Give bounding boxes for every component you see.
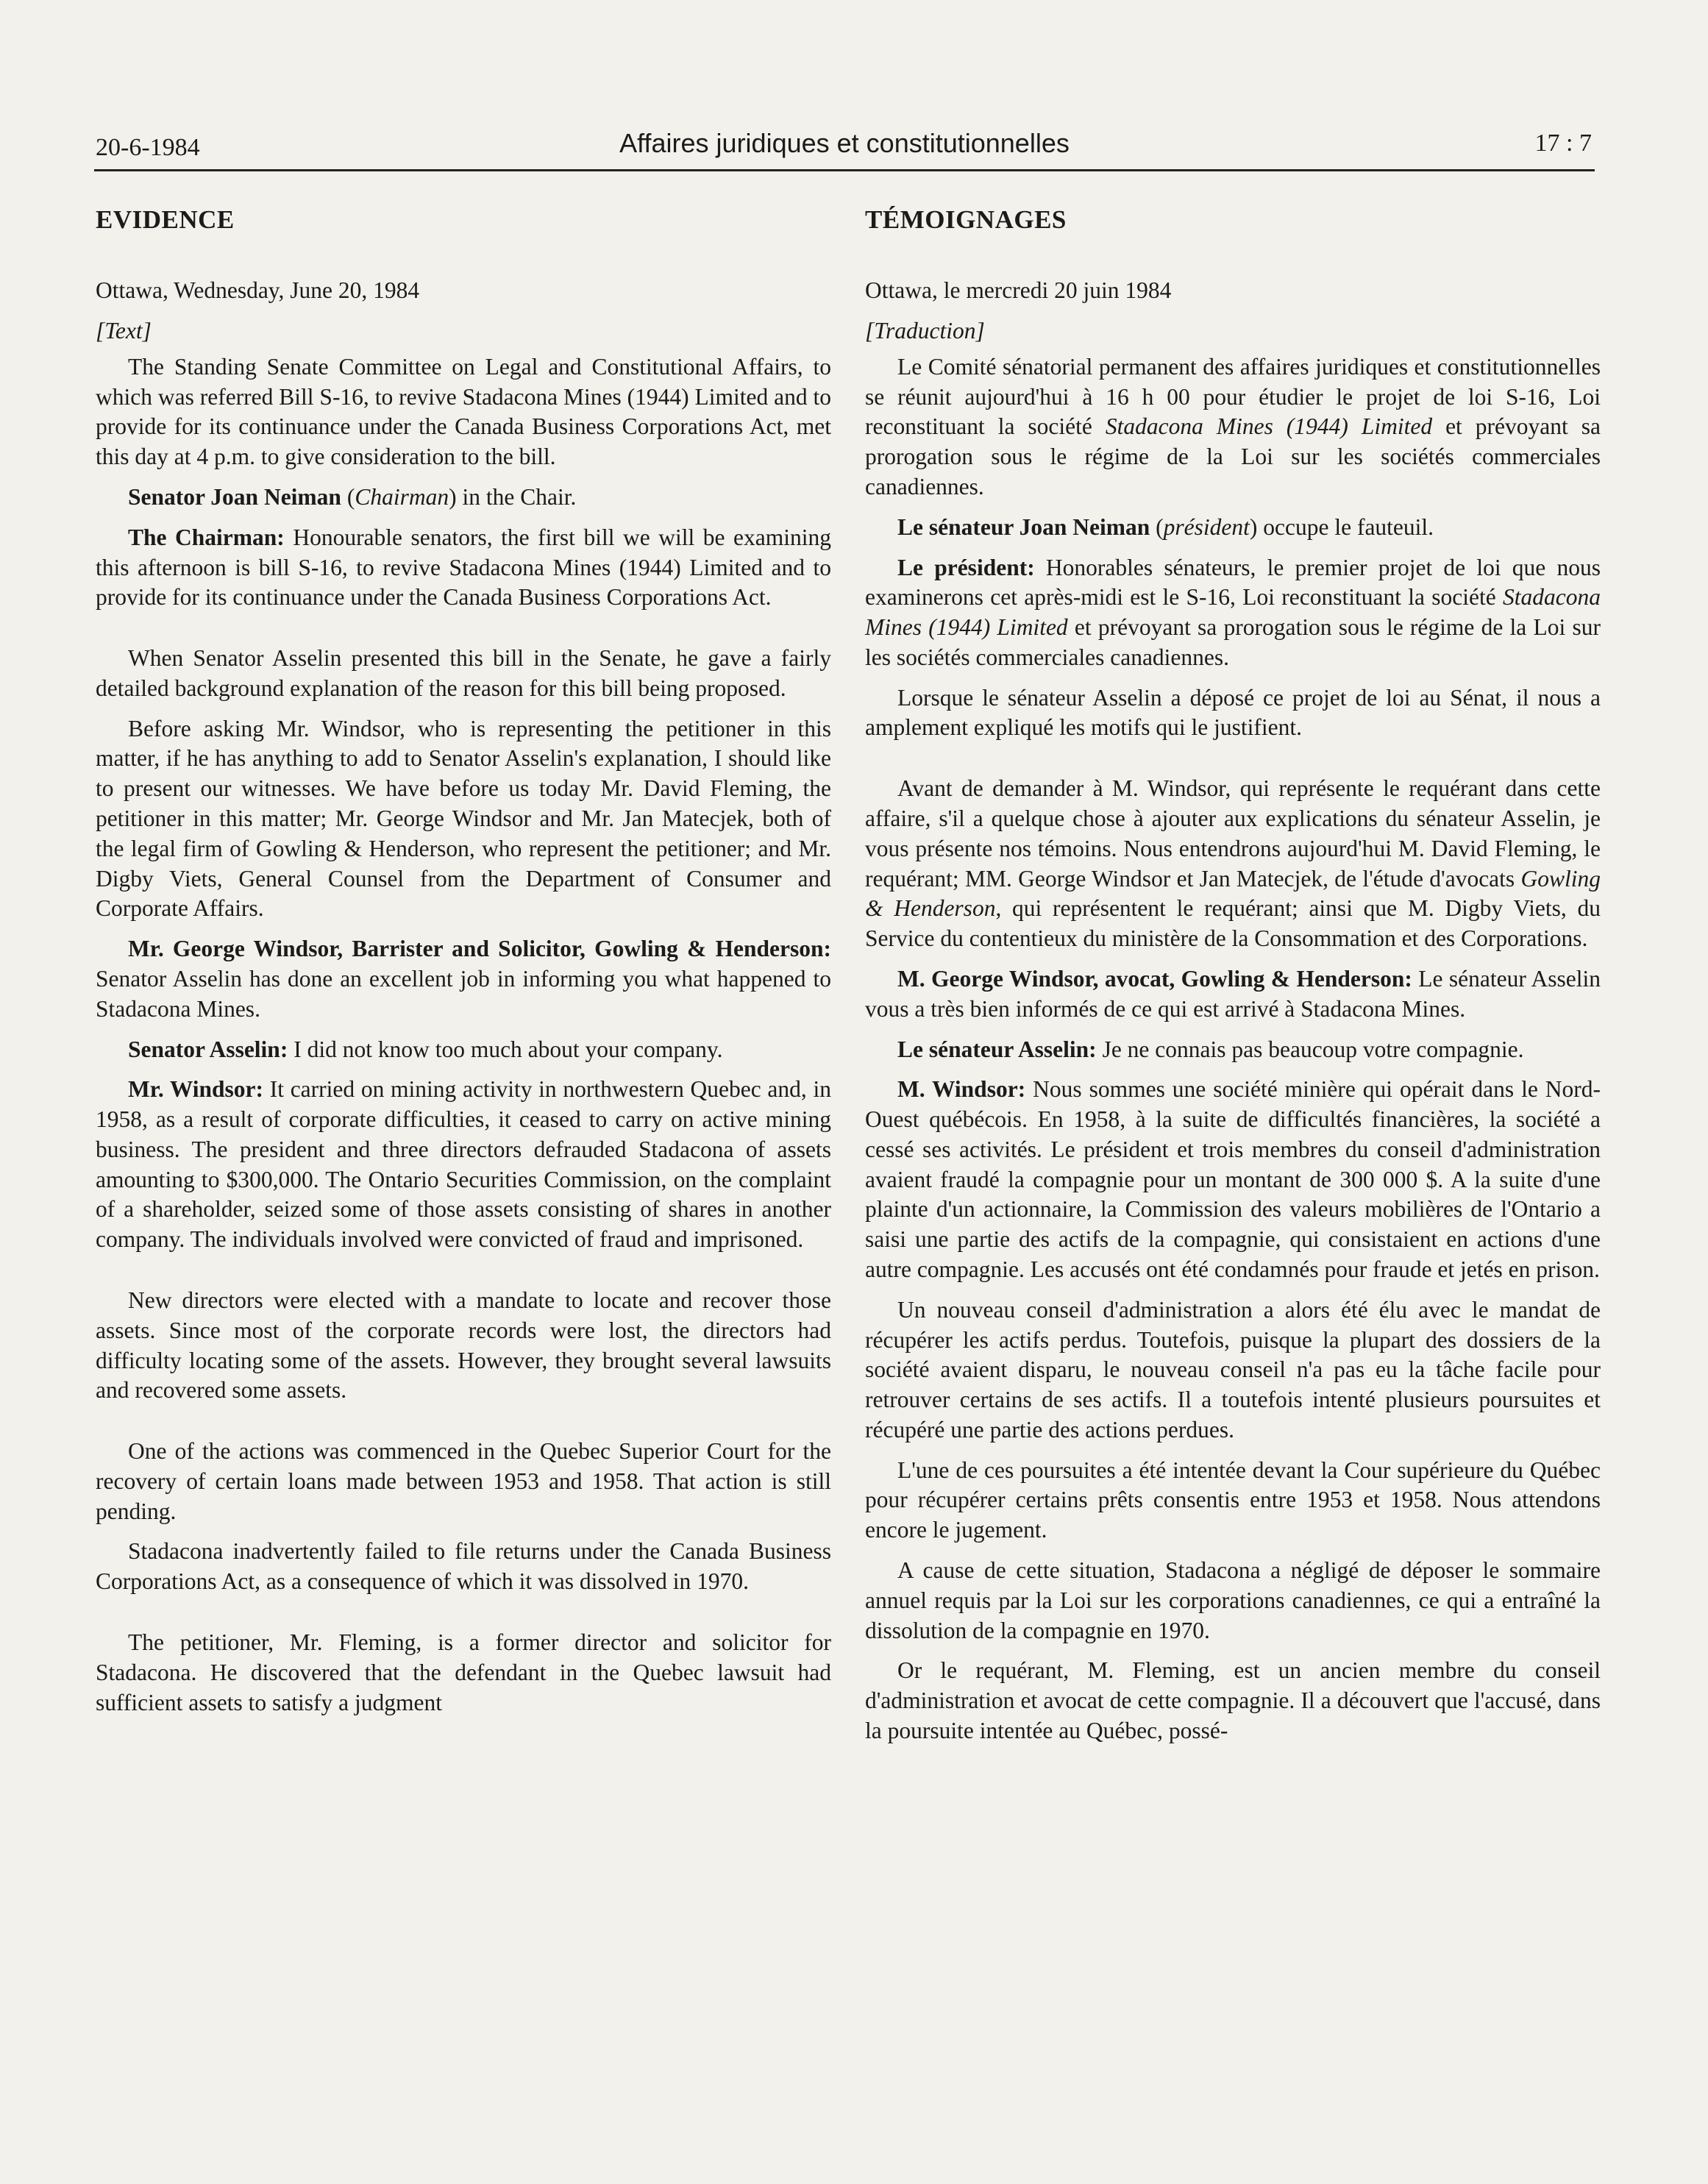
paragraph: M. George Windsor, avocat, Gowling & Henderson: Le sénateur Asselin vous a très bien informés de ce qui est arrivé à Stadacona Mines. <box>865 965 1601 1022</box>
paragraph: New directors were elected with a mandate to locate and recover those assets. Since most of the corporate records were lost, the directors had difficulty locating some of the assets. However, they brought several lawsuits and recovered some assets. <box>96 1287 831 1404</box>
paragraph: Un nouveau conseil d'administration a alors été élu avec le mandat de récupérer les actifs perdus. Toutefois, puisque la plupart des dossiers de la société avaient disparu, le nouveau conseil n'a pas eu la tâche facile pour retrouver certains de ses actifs. Il a toutefois intenté plusieurs poursuites et récupéré une partie des actions perdues. <box>865 1296 1601 1443</box>
paragraph: One of the actions was commenced in the Quebec Superior Court for the recovery of certain loans made between 1953 and 1958. That action is still pending. <box>96 1438 831 1524</box>
paragraph: The petitioner, Mr. Fleming, is a former director and solicitor for Stadacona. He discovered that the defendant in the Quebec lawsuit had sufficient assets to satisfy a judgment <box>96 1629 831 1715</box>
page-number: 17 : 7 <box>1534 129 1592 157</box>
paragraph: A cause de cette situation, Stadacona a négligé de déposer le sommaire annuel requis par la Loi sur les corporations canadiennes, ce qui a entraîné la dissolution de la compagnie en 1970. <box>865 1557 1601 1643</box>
paragraph: M. Windsor: Nous sommes une société minière qui opérait dans le Nord-Ouest québécois. En 1958, à la suite de difficultés financières, la société a cessé ses activités. Le président et trois membres du conseil d'administration avaient fraudé la compagnie pour un montant de 300 000 $. A la suite d'une plainte d'un actionnaire, la Commission des valeurs mobilières de l'Ontario a saisi une partie des actifs de la compagnie, qui consistaient en actions d'une autre compagnie. Les accusés ont été condamnés pour fraude et jetés en prison. <box>865 1076 1601 1282</box>
page-header <box>94 110 1595 171</box>
paragraph: Le sénateur Joan Neiman (président) occupe le fauteuil. <box>897 513 1434 540</box>
paragraph: Le sénateur Asselin: Je ne connais pas beaucoup votre compagnie. <box>897 1036 1524 1062</box>
evidence-heading: EVIDENCE <box>96 205 235 234</box>
paragraph: Lorsque le sénateur Asselin a déposé ce projet de loi au Sénat, il nous a amplement expliqué les motifs qui le justifient. <box>865 684 1601 741</box>
paragraph: Mr. Windsor: It carried on mining activity in northwestern Quebec and, in 1958, as a result of corporate difficulties, it ceased to carry on active mining business. The president and three directors defrauded Stadacona of assets amounting to $300,000. The Ontario Securities Commission, on the complaint of a shareholder, seized some of those assets consisting of shares in another company. The individuals involved were convicted of fraud and imprisoned. <box>96 1076 832 1253</box>
paragraph: Or le requérant, M. Fleming, est un ancien membre du conseil d'administration et avocat de cette compagnie. Il a découvert que l'accusé, dans la poursuite intentée au Québec, possé- <box>865 1657 1601 1743</box>
paragraph: Avant de demander à M. Windsor, qui représente le requérant dans cette affaire, s'il a quelque chose à ajouter aux explications du sénateur Asselin, je vous présente nos témoins. Nous entendrons aujourd'hui M. David Fleming, le requérant; MM. George Windsor et Jan Matecjek, de l'étude d'avocats Gowling & Henderson, qui représentent le requérant; ainsi que M. Digby Viets, du Service du contentieux du ministère de la Consommation et des Corporations. <box>865 775 1601 952</box>
paragraph: Le Comité sénatorial permanent des affaires juridiques et constitutionnelles se réunit aujourd'hui à 16 h 00 pour étudier le projet de loi S-16, Loi reconstituant la société Stadacona Mines (1944) Limited et prévoyant sa prorogation sous le régime de la Loi sur les sociétés commerciales canadiennes. <box>865 353 1601 499</box>
temoignages-heading: TÉMOIGNAGES <box>865 205 1067 234</box>
paragraph: Stadacona inadvertently failed to file returns under the Canada Business Corporations Act, as a consequence of which it was dissolved in 1970. <box>96 1538 831 1595</box>
paragraph: When Senator Asselin presented this bill in the Senate, he gave a fairly detailed background explanation of the reason for this bill being proposed. <box>96 645 831 701</box>
paragraph: L'une de ces poursuites a été intentée devant la Cour supérieure du Québec pour récupérer certains prêts consentis entre 1953 et 1958. Nous attendons encore le jugement. <box>865 1456 1601 1543</box>
text-tag: [Text] <box>96 318 152 344</box>
dateline: Ottawa, Wednesday, June 20, 1984 <box>96 277 420 304</box>
english-column <box>96 203 831 1728</box>
paragraph: Mr. George Windsor, Barrister and Solicitor, Gowling & Henderson: Senator Asselin has done an excellent job in informing you what happened to Stadacona Mines. <box>96 936 831 1022</box>
header-title: Affaires juridiques et constitutionnelles <box>619 128 1070 158</box>
paragraph: The Chairman: Honourable senators, the first bill we will be examining this afternoon is bill S-16, to revive Stadacona Mines (1944) Limited and to provide for its continuance under the Canada Business Corporations Act. <box>96 524 831 611</box>
french-column <box>865 203 1601 1757</box>
paragraph: Le président: Honorables sénateurs, le premier projet de loi que nous examinerons cet après-midi est le S-16, Loi reconstituant la société Stadacona Mines (1944) Limited et prévoyant sa prorogation sous le régime de la Loi sur les sociétés commerciales canadiennes. <box>865 554 1601 670</box>
dateline: Ottawa, le mercredi 20 juin 1984 <box>865 277 1172 304</box>
paragraph: Senator Asselin: I did not know too much about your company. <box>128 1036 723 1062</box>
header-date: 20-6-1984 <box>96 134 200 161</box>
paragraph: The Standing Senate Committee on Legal and Constitutional Affairs, to which was referred Bill S-16, to revive Stadacona Mines (1944) Limited and to provide for its continuance under the Canada Business Corporations Act, met this day at 4 p.m. to give consideration to the bill. <box>96 353 831 470</box>
paragraph: Senator Joan Neiman (Chairman) in the Chair. <box>128 484 577 510</box>
text-tag: [Traduction] <box>865 318 985 344</box>
paragraph: Before asking Mr. Windsor, who is representing the petitioner in this matter, if he has anything to add to Senator Asselin's explanation, I should like to present our witnesses. We have before us today Mr. David Fleming, the petitioner in this matter; Mr. George Windsor and Mr. Jan Matecjek, both of the legal firm of Gowling & Henderson, who represent the petitioner; and Mr. Digby Viets, General Counsel from the Department of Consumer and Corporate Affairs. <box>96 715 831 922</box>
